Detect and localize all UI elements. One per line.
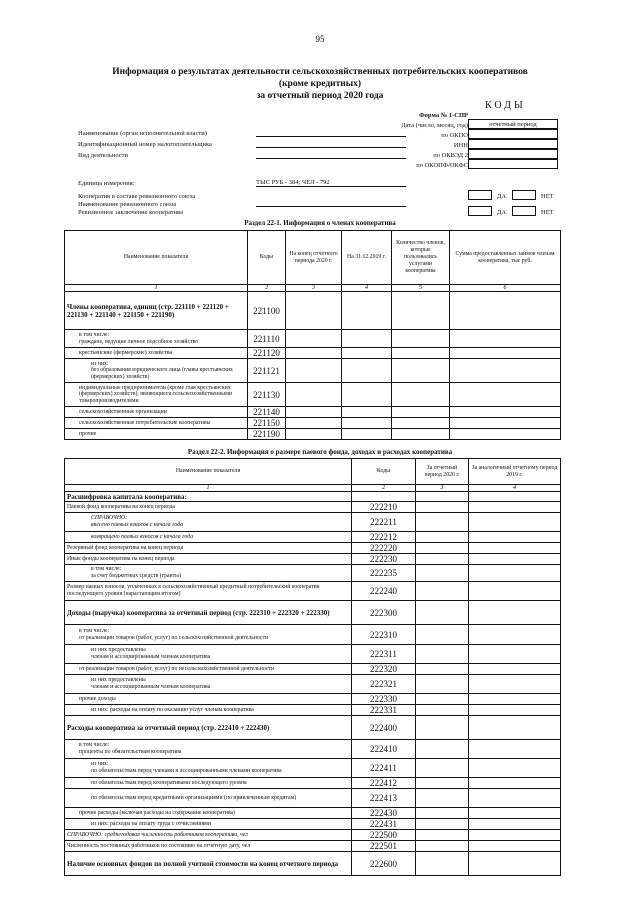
row-prefix: из них: [91, 360, 109, 367]
row-label [65, 532, 352, 543]
row-label [65, 582, 352, 601]
s1-header-prev-year: На 31.12.2019 г. [342, 231, 392, 285]
row-code: 222410 [352, 740, 416, 759]
audit-conclusion-no-checkbox[interactable] [512, 206, 536, 216]
row-label [65, 502, 352, 513]
row-code: 222500 [352, 830, 416, 841]
row-code: 221130 [248, 383, 286, 407]
row-name: по обязательствам перед членами и ассоциированными членами кооператива [91, 768, 282, 774]
value-cell[interactable] [416, 565, 469, 582]
row-prefix: в том числе: [91, 566, 122, 573]
row-name: Численность постоянных работников по состоянию на отчетную дату, чел [67, 842, 251, 849]
value-cell[interactable] [450, 407, 561, 418]
table-row [65, 348, 561, 359]
okved-label: по ОКВЭД 2 [433, 152, 468, 159]
value-cell[interactable] [469, 759, 561, 778]
row-name: прочие [79, 430, 97, 437]
row-name: граждане, ведущие личное подсобное хозяйство [79, 338, 199, 345]
row-code: 222321 [352, 675, 416, 694]
org-name-label: Наименование (орган исполнительной власти) [78, 130, 207, 137]
row-name: по обязательствам перед кредитными организациями (по привлеченным кредитам) [91, 794, 297, 801]
value-cell[interactable] [416, 830, 469, 841]
row-code: 222211 [352, 513, 416, 532]
codes-header: КОДЫ [485, 100, 526, 111]
table-row [65, 675, 561, 694]
row-code [352, 492, 416, 502]
row-label [65, 625, 352, 645]
value-cell[interactable] [416, 513, 469, 532]
row-name: Доходы (выручка) кооператива за отчетный период (стр. 222310 + 222320 + 222330) [67, 608, 330, 617]
table-row [65, 359, 561, 383]
table-row [65, 716, 561, 740]
value-cell[interactable] [416, 492, 469, 502]
table-row [65, 554, 561, 565]
row-code: 221150 [248, 418, 286, 429]
value-cell[interactable] [469, 543, 561, 554]
table-row [65, 292, 561, 330]
row-code: 222310 [352, 625, 416, 645]
row-name: прочие доходы [79, 695, 116, 702]
value-cell[interactable] [416, 759, 469, 778]
value-cell[interactable] [469, 645, 561, 664]
row-code: 221121 [248, 359, 286, 383]
row-label [65, 645, 352, 664]
inn-field[interactable] [468, 139, 558, 149]
s1-header-codes: Коды [248, 231, 286, 285]
row-name: Расходы кооператива за отчетный период (стр. 222410 + 222430) [67, 723, 270, 732]
value-cell[interactable] [342, 407, 392, 418]
section1-table [64, 230, 561, 440]
okopf-field[interactable] [468, 159, 558, 169]
s1-header-end-period: На конец отчетного периода 2020 г. [286, 231, 342, 285]
table-row [65, 532, 561, 543]
row-label [65, 330, 248, 348]
table-row [65, 565, 561, 582]
row-label [65, 348, 248, 359]
inn-label: ИНН [453, 142, 468, 149]
row-name: прочие расходы (включая расходы на содержание кооператива) [79, 809, 235, 816]
col-number: 3 [416, 485, 469, 492]
value-cell[interactable] [469, 601, 561, 625]
row-label [65, 759, 352, 778]
value-cell[interactable] [286, 330, 342, 348]
tax-id-field[interactable] [256, 147, 406, 148]
row-label [65, 808, 352, 819]
col-number: 2 [352, 485, 416, 492]
value-cell[interactable] [450, 330, 561, 348]
row-code: 221140 [248, 407, 286, 418]
value-cell[interactable] [469, 664, 561, 675]
row-code: 222430 [352, 808, 416, 819]
value-cell[interactable] [469, 808, 561, 819]
okved-field[interactable] [468, 149, 558, 159]
activity-field[interactable] [256, 158, 406, 159]
value-cell[interactable] [392, 359, 450, 383]
row-label [65, 852, 352, 876]
value-cell[interactable] [342, 348, 392, 359]
page-number: 95 [315, 34, 325, 44]
row-label [65, 292, 248, 330]
row-code: 221120 [248, 348, 286, 359]
row-label [65, 830, 352, 841]
row-code: 222330 [352, 694, 416, 705]
row-label [65, 819, 352, 830]
value-cell[interactable] [342, 418, 392, 429]
s2-header-current: За отчетный период 2020 г. [416, 459, 469, 485]
table-row [65, 819, 561, 830]
table-row [65, 645, 561, 664]
row-name: Расшифровка капитала кооператива: [67, 492, 187, 501]
row-name: членам и ассоциированным членам кооператива [91, 684, 211, 690]
value-cell[interactable] [416, 543, 469, 554]
row-label [65, 383, 248, 407]
value-cell[interactable] [342, 383, 392, 407]
table-row [65, 808, 561, 819]
table-row [65, 625, 561, 645]
value-cell[interactable] [469, 532, 561, 543]
table-row [65, 740, 561, 759]
row-code: 221190 [248, 429, 286, 440]
row-code: 222210 [352, 502, 416, 513]
okpo-field[interactable] [468, 129, 558, 139]
okpo-label: по ОКПО [441, 132, 468, 139]
row-code: 222230 [352, 554, 416, 565]
row-name: Резервный фонд кооператива на конец периода [67, 544, 184, 551]
table-row [65, 429, 561, 440]
section1-number-row [65, 285, 561, 292]
row-prefix: в том числе: [79, 742, 110, 749]
row-prefix: из них: [91, 761, 109, 768]
value-cell[interactable] [450, 359, 561, 383]
row-name: индивидуальные предприниматели (кроме глав крестьянских (фермерских) хозяйств), являющиеся сельскохозяйственными товаропроизводителями [79, 384, 232, 404]
value-cell[interactable] [469, 789, 561, 808]
row-code: 221100 [248, 292, 286, 330]
row-label [65, 601, 352, 625]
value-cell[interactable] [392, 383, 450, 407]
value-cell[interactable] [416, 789, 469, 808]
value-cell[interactable] [469, 554, 561, 565]
value-cell[interactable] [416, 852, 469, 876]
org-name-field[interactable] [256, 136, 406, 137]
report-title-line1: Информация о результатах деятельности сельскохозяйственных потребительских кооперативов [112, 67, 528, 77]
table-row [65, 330, 561, 348]
s2-header-codes: Коды [352, 459, 416, 485]
row-code: 222412 [352, 778, 416, 789]
value-cell[interactable] [469, 819, 561, 830]
value-cell[interactable] [469, 513, 561, 532]
row-code: 222212 [352, 532, 416, 543]
col-number: 4 [469, 485, 561, 492]
row-name: без образования юридического лица (главы крестьянских (фермерских) хозяйств) [91, 367, 233, 380]
value-cell[interactable] [450, 383, 561, 407]
s1-header-members-count: Количество членов, которые пользовались услугами кооператива [392, 231, 450, 285]
col-number: 1 [65, 485, 352, 492]
value-cell[interactable] [469, 565, 561, 582]
value-cell[interactable] [469, 582, 561, 601]
value-cell[interactable] [416, 808, 469, 819]
row-label [65, 789, 352, 808]
row-label [65, 778, 352, 789]
row-label [65, 565, 352, 582]
value-cell[interactable] [416, 582, 469, 601]
row-label [65, 716, 352, 740]
value-cell[interactable] [416, 532, 469, 543]
table-row [65, 601, 561, 625]
col-number: 6 [450, 285, 561, 292]
value-cell[interactable] [469, 830, 561, 841]
okopf-label: по ОКОПФ/ОКФС [416, 162, 468, 169]
section2-header-row [65, 459, 561, 485]
value-cell[interactable] [392, 418, 450, 429]
row-code: 222311 [352, 645, 416, 664]
date-field[interactable]: отчетный период [468, 119, 558, 129]
value-cell[interactable] [392, 348, 450, 359]
value-cell[interactable] [416, 841, 469, 852]
value-cell[interactable] [416, 675, 469, 694]
table-row [65, 543, 561, 554]
table-row [65, 830, 561, 841]
row-code: 222413 [352, 789, 416, 808]
section2-number-row [65, 485, 561, 492]
row-label [65, 694, 352, 705]
row-code: 222235 [352, 565, 416, 582]
unit-label: Единица измерения: [78, 180, 135, 187]
value-cell[interactable] [469, 694, 561, 705]
audit-union-yes-checkbox[interactable] [468, 190, 492, 200]
row-name: СПРАВОЧНО: среднегодовая численность работников кооператива, чел [67, 831, 248, 838]
value-cell[interactable] [392, 292, 450, 330]
table-row [65, 418, 561, 429]
table-row [65, 705, 561, 716]
value-cell[interactable] [416, 705, 469, 716]
row-name: от реализации товаров (работ, услуг) по несельскохозяйственной деятельности [79, 665, 275, 672]
row-name: из них: расходы на оплату по оказанию услуг членам кооператива [91, 706, 254, 713]
row-label [65, 492, 352, 502]
date-label: Дата (число, месяц, год) [401, 122, 468, 129]
value-cell[interactable] [469, 716, 561, 740]
table-row [65, 852, 561, 876]
value-cell[interactable] [342, 330, 392, 348]
value-cell[interactable] [286, 407, 342, 418]
activity-label: Вид деятельности [78, 152, 128, 159]
table-row [65, 513, 561, 532]
value-cell[interactable] [416, 716, 469, 740]
row-name: из них: расходы на оплату труда с отчислениями [91, 820, 211, 827]
row-label [65, 513, 352, 532]
audit-conclusion-no-label: НЕТ [541, 209, 554, 216]
value-cell[interactable] [469, 625, 561, 645]
value-cell[interactable] [416, 740, 469, 759]
row-label [65, 740, 352, 759]
audit-union-no-label: НЕТ [541, 193, 554, 200]
row-label [65, 675, 352, 694]
row-label [65, 664, 352, 675]
value-cell[interactable] [469, 778, 561, 789]
row-name: сельскохозяйственные потребительские кооперативы [79, 419, 211, 426]
table-row [65, 694, 561, 705]
value-cell[interactable] [416, 554, 469, 565]
row-name: членам и ассоциированным членам кооператива [91, 654, 211, 660]
row-prefix: из них предоставлены [91, 647, 146, 654]
col-number: 5 [392, 285, 450, 292]
row-name: внесено паевых взносов с начала года [91, 522, 184, 528]
row-code: 221110 [248, 330, 286, 348]
value-cell[interactable] [286, 418, 342, 429]
row-code: 222331 [352, 705, 416, 716]
col-number: 3 [286, 285, 342, 292]
value-cell[interactable] [416, 502, 469, 513]
value-cell[interactable] [469, 841, 561, 852]
value-cell[interactable] [416, 664, 469, 675]
audit-union-yes-label: ДА [497, 193, 507, 200]
value-cell[interactable] [469, 502, 561, 513]
table-row [65, 502, 561, 513]
row-code: 222411 [352, 759, 416, 778]
value-cell[interactable] [286, 429, 342, 440]
row-label [65, 705, 352, 716]
value-cell[interactable] [342, 292, 392, 330]
value-cell[interactable] [392, 429, 450, 440]
section2-title: Раздел 22-2. Информация о размере паевого фонда, доходах и расходах кооператива [187, 448, 453, 456]
value-cell[interactable] [450, 348, 561, 359]
value-cell[interactable] [450, 292, 561, 330]
value-cell[interactable] [392, 330, 450, 348]
table-row [65, 778, 561, 789]
report-title-line3: за отчетный период 2020 года [256, 91, 384, 101]
table-row [65, 664, 561, 675]
value-cell[interactable] [416, 601, 469, 625]
row-name: от реализации товаров (работ, услуг) по сельскохозяйственной деятельности [79, 634, 269, 641]
s1-header-name: Наименование показателя [65, 231, 248, 285]
audit-union-label: Кооператив в составе ревизионного союза [78, 193, 196, 200]
row-label [65, 543, 352, 554]
row-name: за счет бюджетных средств (гранты) [91, 573, 182, 579]
row-name: Иные фонды кооператива на конец периода [67, 555, 175, 562]
value-cell[interactable] [469, 705, 561, 716]
value-cell[interactable] [286, 383, 342, 407]
row-name: Паевой фонд кооператива на конец периода [67, 503, 175, 510]
audit-union-name-label: Наименование ревизионного союза [78, 201, 177, 208]
row-label [65, 554, 352, 565]
col-number: 2 [248, 285, 286, 292]
value-cell[interactable] [342, 359, 392, 383]
audit-union-no-checkbox[interactable] [512, 190, 536, 200]
row-code: 222320 [352, 664, 416, 675]
value-cell[interactable] [286, 292, 342, 330]
audit-conclusion-label: Ревизионное заключение кооператива [78, 209, 183, 216]
table-row [65, 407, 561, 418]
value-cell[interactable] [416, 819, 469, 830]
table-row [65, 492, 561, 502]
row-name: Размер паевых взносов, уплаченных в сельскохозяйственный кредитный потребительский кооператив последующего уровня (нарастающим итогом) [67, 584, 320, 597]
value-cell[interactable] [416, 625, 469, 645]
row-label [65, 841, 352, 852]
s2-header-name: Наименование показателя [65, 459, 352, 485]
row-name: проценты по обязательствам кооператива [79, 749, 182, 755]
row-code: 222431 [352, 819, 416, 830]
tax-id-label: Идентификационный номер налогоплательщика [78, 141, 212, 148]
col-number: 1 [65, 285, 248, 292]
row-code: 222220 [352, 543, 416, 554]
table-row [65, 582, 561, 601]
row-code: 222600 [352, 852, 416, 876]
row-name: Наличие основных фондов по полной учетной стоимости на конец отчетного периода [67, 859, 339, 868]
s2-header-previous: За аналогичный отчетному период 2019 г. [469, 459, 561, 485]
value-cell[interactable] [342, 429, 392, 440]
value-cell[interactable] [416, 645, 469, 664]
value-cell[interactable] [469, 740, 561, 759]
audit-conclusion-yes-checkbox[interactable] [468, 206, 492, 216]
row-label [65, 418, 248, 429]
section1-header-row [65, 231, 561, 285]
row-name: крестьянские (фермерские) хозяйства [79, 349, 173, 356]
row-prefix: в том числе: [79, 331, 110, 338]
report-title-line2: (кроме кредитных) [278, 79, 362, 89]
table-row [65, 789, 561, 808]
value-cell[interactable] [450, 429, 561, 440]
value-cell[interactable] [469, 492, 561, 502]
row-name: сельскохозяйственные организации [79, 408, 167, 415]
form-label: Форма № 1-СПР [419, 112, 468, 119]
value-cell[interactable] [286, 359, 342, 383]
value-cell[interactable] [416, 694, 469, 705]
row-prefix: из них предоставлены [91, 677, 146, 684]
section2-table [64, 458, 561, 876]
section1-title: Раздел 22-1. Информация о членах кооператива [244, 219, 396, 227]
s1-header-loans-sum: Сумма предоставленных займов членам кооператива, тыс руб. [450, 231, 561, 285]
value-cell[interactable] [286, 348, 342, 359]
value-cell[interactable] [392, 407, 450, 418]
row-label [65, 359, 248, 383]
unit-value: ТЫС РУБ - 384; ЧЕЛ - 792 [256, 179, 406, 187]
audit-union-name-field[interactable] [256, 206, 406, 207]
value-cell[interactable] [469, 852, 561, 876]
row-code: 222400 [352, 716, 416, 740]
table-row [65, 383, 561, 407]
row-code: 222501 [352, 841, 416, 852]
row-code: 222300 [352, 601, 416, 625]
value-cell[interactable] [416, 778, 469, 789]
row-label [65, 407, 248, 418]
row-name: по обязательствам перед кооперативами последующего уровня [91, 779, 247, 786]
row-code: 222240 [352, 582, 416, 601]
col-number: 4 [342, 285, 392, 292]
row-prefix: в том числе: [79, 627, 110, 634]
row-prefix: СПРАВОЧНО: [91, 515, 128, 522]
value-cell[interactable] [469, 675, 561, 694]
value-cell[interactable] [450, 418, 561, 429]
audit-conclusion-yes-label: ДА [497, 209, 507, 216]
table-row [65, 841, 561, 852]
table-row [65, 759, 561, 778]
row-name: Члены кооператива, единиц (стр. 221110 + 221120 + 221130 + 221140 + 221150 + 221190) [67, 302, 229, 319]
row-label [65, 429, 248, 440]
row-name: возвращено паевых взносов с начала года [91, 533, 194, 540]
